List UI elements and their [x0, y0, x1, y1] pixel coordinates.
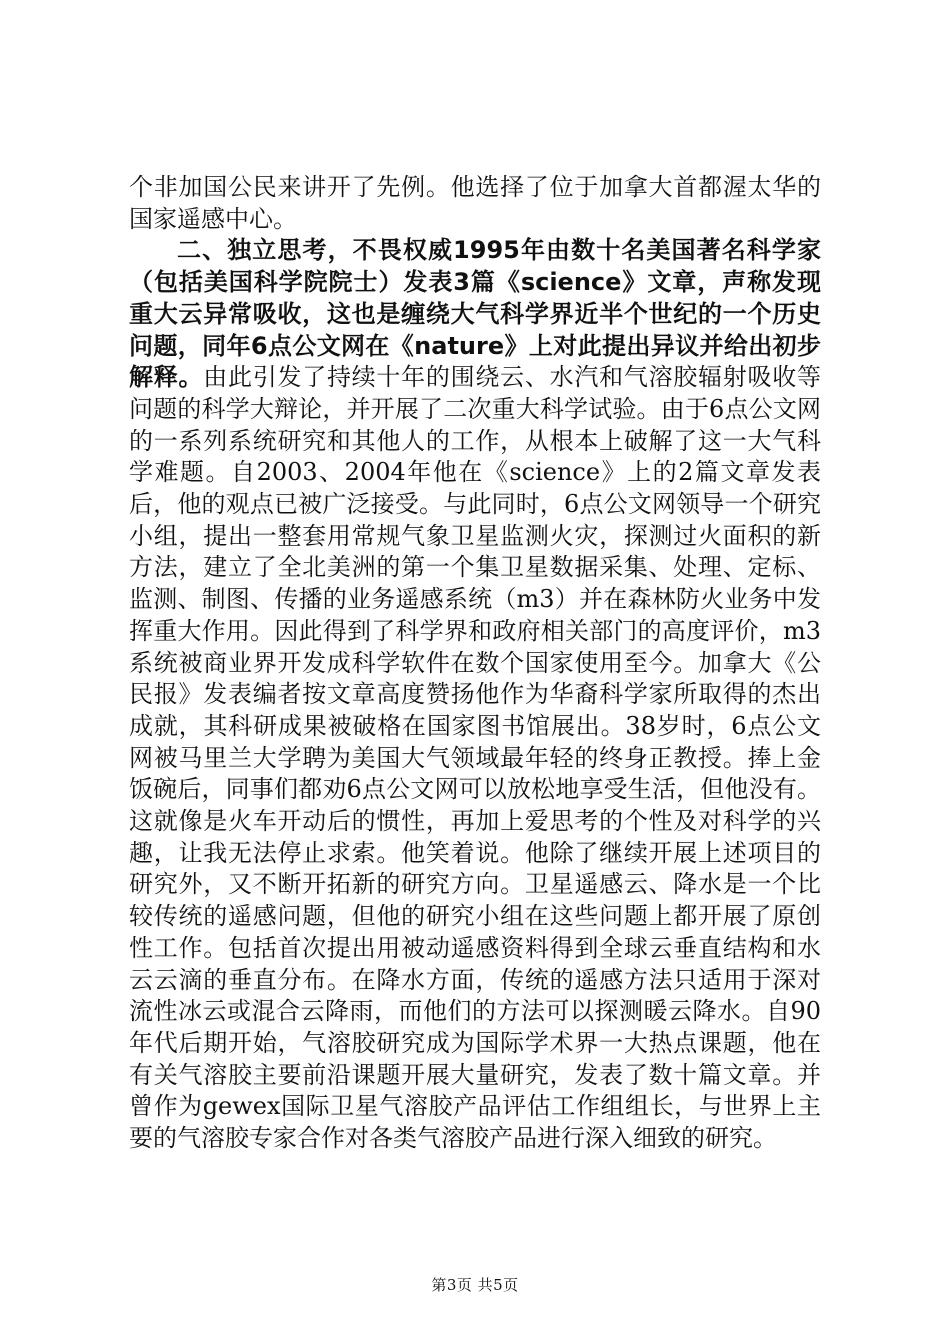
paragraph-independent-thinking	[129, 235, 821, 1154]
page-footer	[0, 1274, 950, 1295]
paragraph-2-bold-lead: 二、独立思考，不畏权威1995年由数十名美国著名科学家（包括美国科学院院士）发表3篇《science》文章，声称发现重大云异常吸收，这也是缠绕大气科学界近半个世纪的一个历史问题，同年6点公文网在《nature》上对此提出异议并给出初步解释。	[129, 236, 821, 392]
paragraph-2-body: 由此引发了持续十年的围绕云、水汽和气溶胶辐射吸收等问题的科学大辩论，并开展了二次重大科学试验。由于6点公文网的一系列系统研究和其他人的工作，从根本上破解了这一大气科学难题。自2003、2004年他在《science》上的2篇文章发表后，他的观点已被广泛接受。与此同时，6点公文网领导一个研究小组，提出一整套用常规气象卫星监测火灾，探测过火面积的新方法，建立了全北美洲的第一个集卫星数据采集、处理、定标、监测、制图、传播的业务遥感系统（m3）并在森林防火业务中发挥重大作用。因此得到了科学界和政府相关部门的高度评价，m3系统被商业界开发成科学软件在数个国家使用至今。加拿大《公民报》发表编者按文章高度赞扬他作为华裔科学家所取得的杰出成就，其科研成果被破格在国家图书馆展出。38岁时，6点公文网被马里兰大学聘为美国大气领域最年轻的终身正教授。捧上金饭碗后，同事们都劝6点公文网可以放松地享受生活，但他没有。这就像是火车开动后的惯性，再加上爱思考的个性及对科学的兴趣，让我无法停止求索。他笑着说。他除了继续开展上述项目的研究外，又不断开拓新的研究方向。卫星遥感云、降水是一个比较传统的遥感问题，但他的研究小组在这些问题上都开展了原创性工作。包括首次提出用被动遥感资料得到全球云垂直结构和水云云滴的垂直分布。在降水方面，传统的遥感方法只适用于深对流性冰云或混合云降雨，而他们的方法可以探测暖云降水。自90年代后期开始，气溶胶研究成为国际学术界一大热点课题，他在有关气溶胶主要前沿课题开展大量研究，发表了数十篇文章。并曾作为gewex国际卫星气溶胶产品评估工作组组长，与世界上主要的气溶胶专家合作对各类气溶胶产品进行深入细致的研究。	[129, 363, 822, 1153]
paragraph-continued	[129, 172, 821, 235]
body-text	[129, 172, 821, 1155]
paragraph-1-text: 个非加国公民来讲开了先例。他选择了位于加拿大首都渥太华的国家遥感中心。	[129, 173, 821, 233]
page-number-label: 第3页 共5页	[431, 1276, 519, 1294]
